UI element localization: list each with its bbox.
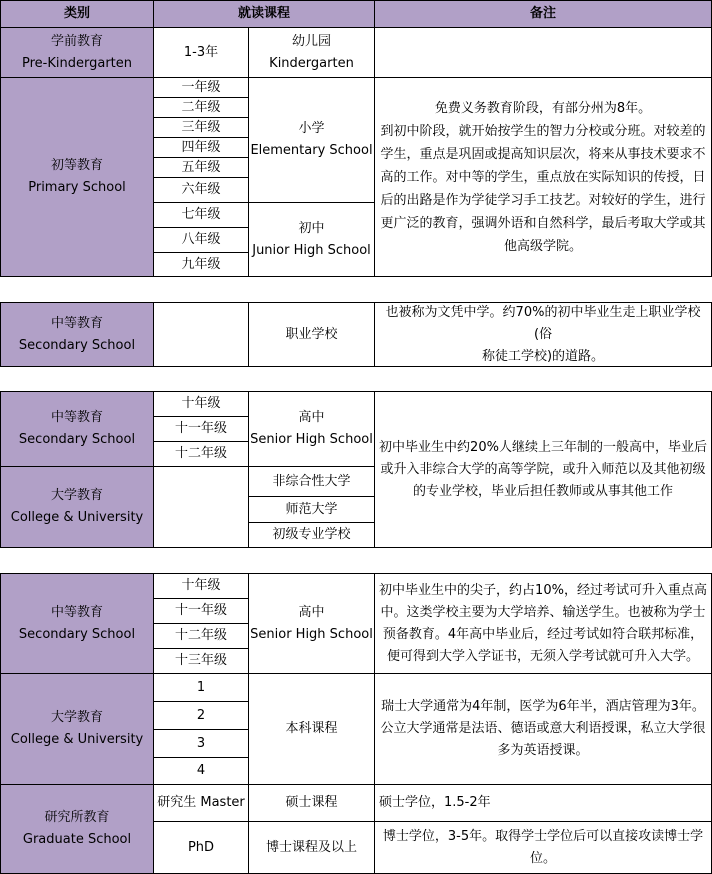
course-row: 初级专业学校 — [248, 522, 375, 548]
grade-row: 七年级 — [153, 202, 249, 228]
grade-row: 四年级 — [153, 137, 249, 158]
category-college-university: 大学教育 College & University — [0, 466, 154, 548]
header-category: 类别 — [0, 0, 154, 28]
grade-row: 十二年级 — [153, 441, 249, 467]
grade-vocational — [153, 302, 249, 367]
category-en: Pre-Kindergarten — [22, 56, 132, 71]
grade-college-empty — [153, 466, 249, 548]
note-kindergarten — [374, 27, 712, 78]
grade-row: 二年级 — [153, 97, 249, 118]
course-kindergarten: 幼儿园 Kindergarten — [248, 27, 375, 78]
note-vocational: 也被称为文凭中学。约70%的初中毕业生走上职业学校(俗 称徒工学校)的道路。 — [374, 302, 712, 367]
header-course: 就读课程 — [153, 0, 375, 28]
course-elementary: 小学 Elementary School — [248, 77, 375, 203]
category-secondary-school: 中等教育 Secondary School — [0, 391, 154, 467]
year-row: 1 — [153, 673, 249, 702]
category-primary-school: 初等教育 Primary School — [0, 77, 154, 277]
grade-row: 十年级 — [153, 573, 249, 599]
year-row: 4 — [153, 757, 249, 785]
grade-row: 十一年级 — [153, 598, 249, 624]
note-high-school: 初中毕业生中的尖子，约占10%，经过考试可升入重点高 中。这类学校主要为大学培养、输送学生。也被称为学士 预备教育。4年高中毕业后，经过考试如符合联邦标准， 便可得到大学入学证书，无须入学考试就可升入大学。 — [374, 573, 712, 674]
category-college-university: 大学教育 College & University — [0, 673, 154, 785]
grade-row: 三年级 — [153, 117, 249, 138]
course-vocational: 职业学校 — [248, 302, 375, 367]
grade-row: 六年级 — [153, 177, 249, 203]
grade-kindergarten: 1-3年 — [153, 27, 249, 78]
grade-master: 研究生 Master — [153, 784, 249, 822]
year-row: 3 — [153, 729, 249, 758]
category-zh: 学前教育 — [50, 34, 103, 49]
grade-row: 五年级 — [153, 157, 249, 178]
course-row: 师范大学 — [248, 496, 375, 523]
note-college: 瑞士大学通常为4年制，医学为6年半，酒店管理为3年。 公立大学通常是法语、德语或意大利语授课，私立大学很 多为英语授课。 — [374, 673, 712, 785]
grade-row: 十二年级 — [153, 623, 249, 649]
category-graduate-school: 研究所教育 Graduate School — [0, 784, 154, 874]
note-master: 硕士学位，1.5-2年 — [374, 784, 712, 822]
header-note: 备注 — [374, 0, 712, 28]
grade-row: 八年级 — [153, 227, 249, 253]
category-pre-kindergarten — [0, 27, 154, 78]
grade-row: 十三年级 — [153, 648, 249, 674]
course-junior-high: 初中 Junior High School — [248, 202, 375, 277]
course-senior-high: 高中 Senior High School — [248, 391, 375, 467]
grade-row: 一年级 — [153, 77, 249, 98]
note-phd: 博士学位，3-5年。取得学士学位后可以直接攻读博士学 位。 — [374, 821, 712, 874]
category-secondary-vocational: 中等教育 Secondary School — [0, 302, 154, 367]
note-section3: 初中毕业生中约20%人继续上三年制的一般高中，毕业后 或升入非综合大学的高等学院，或升入师范以及其他初级 的专业学校，毕业后担任教师或从事其他工作 — [374, 391, 712, 548]
course-master: 硕士课程 — [248, 784, 375, 822]
grade-row: 十年级 — [153, 391, 249, 417]
course-senior-high: 高中 Senior High School — [248, 573, 375, 674]
year-row: 2 — [153, 701, 249, 730]
note-primary: 免费义务教育阶段，有部分州为8年。 到初中阶段，就开始按学生的智力分校或分班。对较差的 学生，重点是巩固或提高知识层次，将来从事技术要求不 高的工作。对中等的学生，重点放在实际知识的传授，日 后的出路是作为学徒学习手工技艺。对较好的学生，进行 更广泛的教育，强调外语和自然科学，最后考取大学或其 他高级学院。 — [374, 77, 712, 277]
course-row: 非综合性大学 — [248, 466, 375, 497]
category-secondary-school: 中等教育 Secondary School — [0, 573, 154, 674]
course-phd: 博士课程及以上 — [248, 821, 375, 874]
grade-row: 九年级 — [153, 252, 249, 277]
grade-row: 十一年级 — [153, 416, 249, 442]
course-bachelor: 本科课程 — [248, 673, 375, 785]
grade-phd: PhD — [153, 821, 249, 874]
